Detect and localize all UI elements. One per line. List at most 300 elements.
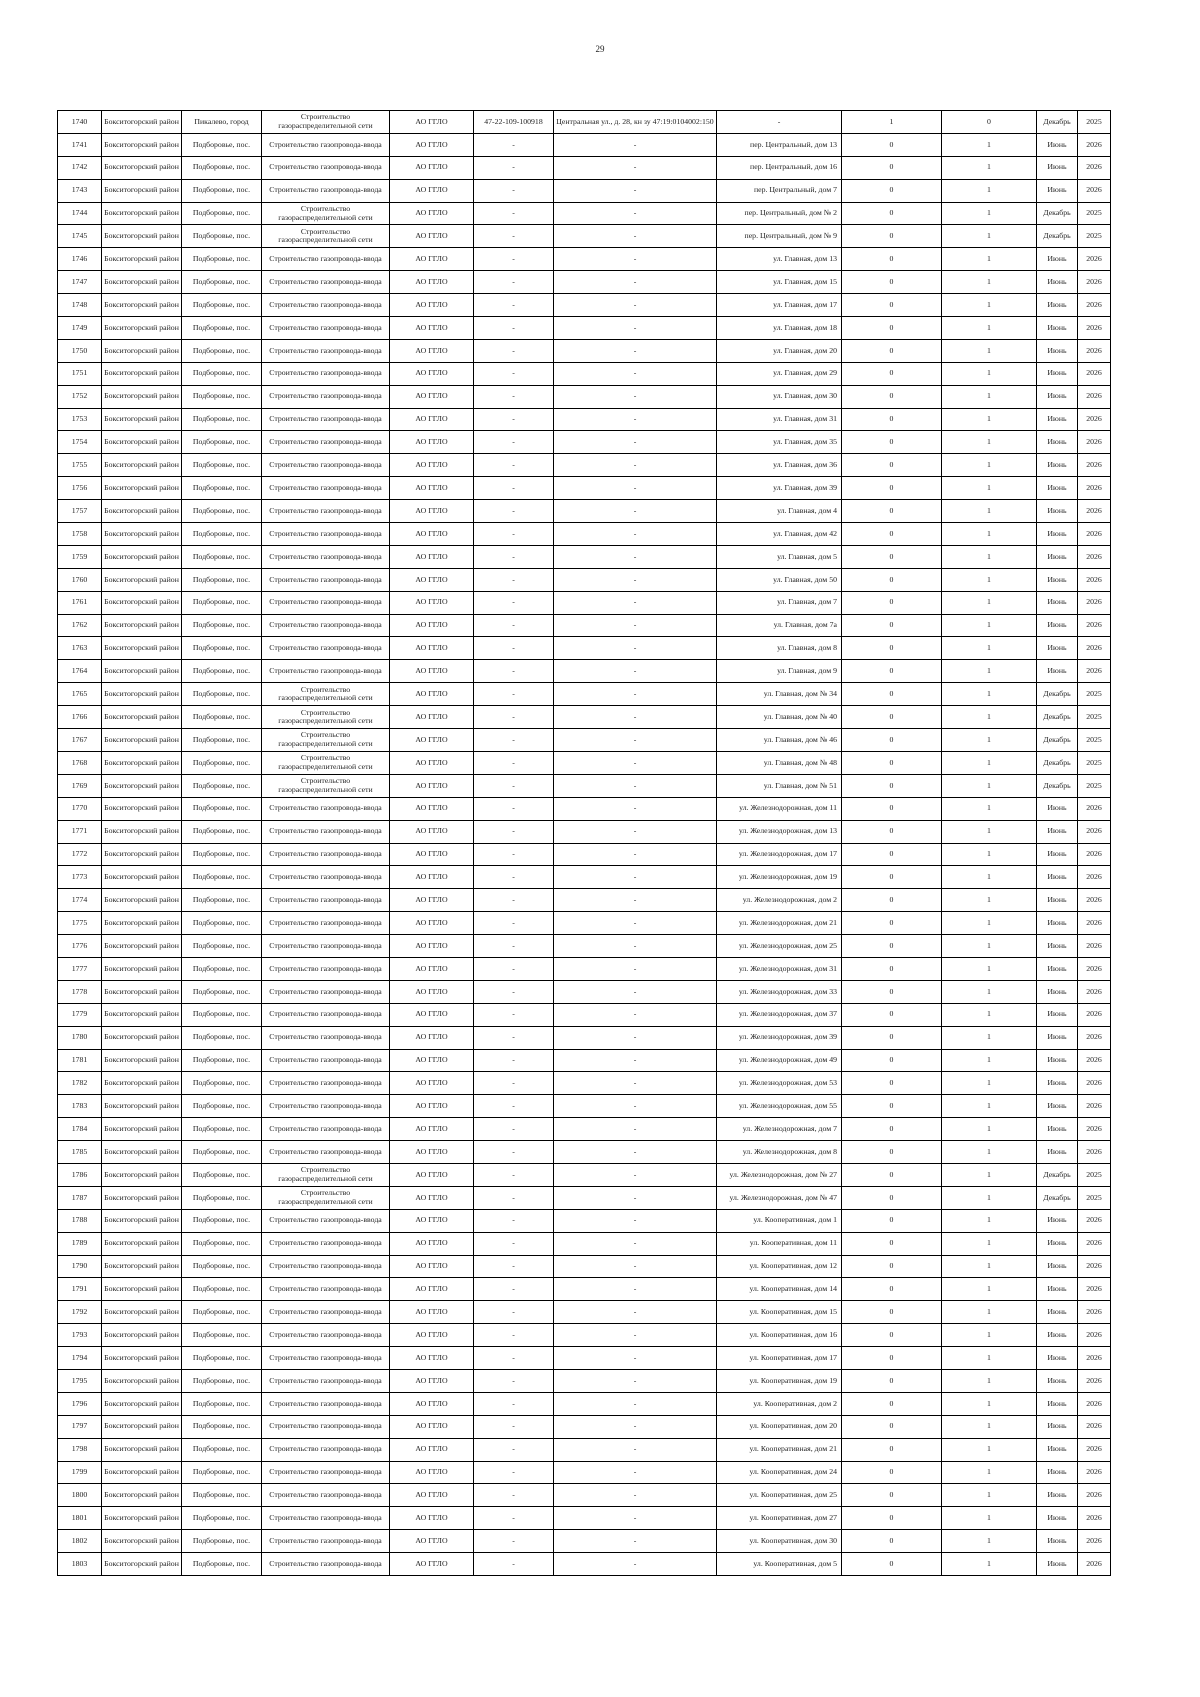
count-b-cell: 1 [942,729,1037,752]
object-cell: - [554,248,717,271]
code-cell: - [474,843,554,866]
count-a-cell: 0 [842,500,942,523]
work-type-cell: Строительство газопровода-ввода [262,1003,390,1026]
row-number: 1781 [58,1049,102,1072]
locality-cell: Подборовье, пос. [182,362,262,385]
year-cell: 2026 [1078,1118,1111,1141]
locality-cell: Подборовье, пос. [182,133,262,156]
organization-cell: АО ГГЛО [390,729,474,752]
table-row [58,385,1111,408]
district-cell: Бокситогорский район [102,179,182,202]
row-number: 1778 [58,980,102,1003]
row-number: 1786 [58,1163,102,1186]
row-number: 1748 [58,294,102,317]
count-a-cell: 0 [842,1369,942,1392]
count-b-cell: 1 [942,1392,1037,1415]
district-cell: Бокситогорский район [102,317,182,340]
count-a-cell: 0 [842,683,942,706]
locality-cell: Подборовье, пос. [182,935,262,958]
count-b-cell: 1 [942,683,1037,706]
organization-cell: АО ГГЛО [390,1095,474,1118]
row-number: 1741 [58,133,102,156]
district-cell: Бокситогорский район [102,1347,182,1370]
object-cell: - [554,957,717,980]
address-cell: ул. Кооперативная, дом 16 [717,1324,842,1347]
organization-cell: АО ГГЛО [390,202,474,225]
object-cell: - [554,774,717,797]
locality-cell: Подборовье, пос. [182,1438,262,1461]
locality-cell: Подборовье, пос. [182,385,262,408]
table-row [58,1072,1111,1095]
table-row [58,1095,1111,1118]
district-cell: Бокситогорский район [102,1438,182,1461]
year-cell: 2026 [1078,454,1111,477]
year-cell: 2026 [1078,1255,1111,1278]
organization-cell: АО ГГЛО [390,683,474,706]
address-cell: ул. Железнодорожная, дом 31 [717,957,842,980]
table-row [58,1186,1111,1209]
address-cell: пер. Центральный, дом № 2 [717,202,842,225]
row-number: 1795 [58,1369,102,1392]
table-row [58,774,1111,797]
year-cell: 2026 [1078,294,1111,317]
count-b-cell: 1 [942,1232,1037,1255]
row-number: 1801 [58,1507,102,1530]
district-cell: Бокситогорский район [102,1186,182,1209]
code-cell: - [474,317,554,340]
row-number: 1752 [58,385,102,408]
count-a-cell: 0 [842,1255,942,1278]
object-cell: Центральная ул., д. 28, кн зу 47:19:0104002:150 [554,111,717,134]
table-row [58,1392,1111,1415]
count-a-cell: 0 [842,362,942,385]
work-type-cell: Строительство газопровода-ввода [262,179,390,202]
month-cell: Июнь [1037,980,1078,1003]
year-cell: 2026 [1078,248,1111,271]
object-cell: - [554,1003,717,1026]
address-cell: ул. Кооперативная, дом 15 [717,1301,842,1324]
year-cell: 2026 [1078,408,1111,431]
district-cell: Бокситогорский район [102,385,182,408]
count-a-cell: 0 [842,1553,942,1576]
year-cell: 2026 [1078,339,1111,362]
row-number: 1770 [58,797,102,820]
count-a-cell: 0 [842,1163,942,1186]
table-row [58,1255,1111,1278]
district-cell: Бокситогорский район [102,225,182,248]
code-cell: - [474,591,554,614]
count-b-cell: 1 [942,1072,1037,1095]
work-type-cell: Строительство газопровода-ввода [262,1118,390,1141]
object-cell: - [554,729,717,752]
organization-cell: АО ГГЛО [390,935,474,958]
month-cell: Декабрь [1037,729,1078,752]
object-cell: - [554,1118,717,1141]
code-cell: - [474,362,554,385]
work-type-cell: Строительство газопровода-ввода [262,500,390,523]
locality-cell: Подборовье, пос. [182,866,262,889]
row-number: 1779 [58,1003,102,1026]
work-type-cell: Строительство газопровода-ввода [262,362,390,385]
address-cell: ул. Главная, дом № 46 [717,729,842,752]
count-a-cell: 0 [842,1392,942,1415]
work-type-cell: Строительство газопровода-ввода [262,889,390,912]
district-cell: Бокситогорский район [102,614,182,637]
month-cell: Июнь [1037,1255,1078,1278]
count-a-cell: 0 [842,660,942,683]
organization-cell: АО ГГЛО [390,660,474,683]
row-number: 1782 [58,1072,102,1095]
object-cell: - [554,1553,717,1576]
object-cell: - [554,1415,717,1438]
month-cell: Июнь [1037,1072,1078,1095]
organization-cell: АО ГГЛО [390,637,474,660]
address-cell: ул. Главная, дом 29 [717,362,842,385]
organization-cell: АО ГГЛО [390,1118,474,1141]
work-type-cell: Строительство газопровода-ввода [262,1461,390,1484]
organization-cell: АО ГГЛО [390,1530,474,1553]
locality-cell: Подборовье, пос. [182,179,262,202]
district-cell: Бокситогорский район [102,156,182,179]
row-number: 1746 [58,248,102,271]
work-type-cell: Строительство газопровода-ввода [262,385,390,408]
count-b-cell: 1 [942,706,1037,729]
locality-cell: Подборовье, пос. [182,568,262,591]
organization-cell: АО ГГЛО [390,1324,474,1347]
object-cell: - [554,866,717,889]
count-b-cell: 1 [942,1141,1037,1164]
organization-cell: АО ГГЛО [390,957,474,980]
code-cell: - [474,1003,554,1026]
code-cell: - [474,751,554,774]
code-cell: - [474,500,554,523]
month-cell: Июнь [1037,1484,1078,1507]
count-a-cell: 0 [842,957,942,980]
locality-cell: Подборовье, пос. [182,1118,262,1141]
object-cell: - [554,912,717,935]
address-cell: ул. Кооперативная, дом 5 [717,1553,842,1576]
table-row [58,912,1111,935]
count-b-cell: 1 [942,1186,1037,1209]
row-number: 1796 [58,1392,102,1415]
object-cell: - [554,1484,717,1507]
count-b-cell: 1 [942,957,1037,980]
organization-cell: АО ГГЛО [390,1072,474,1095]
work-type-cell: Строительство газопровода-ввода [262,843,390,866]
district-cell: Бокситогорский район [102,1324,182,1347]
work-type-cell: Строительство газопровода-ввода [262,477,390,500]
locality-cell: Подборовье, пос. [182,1209,262,1232]
object-cell: - [554,545,717,568]
organization-cell: АО ГГЛО [390,1392,474,1415]
month-cell: Июнь [1037,820,1078,843]
locality-cell: Подборовье, пос. [182,1392,262,1415]
address-cell: ул. Главная, дом 8 [717,637,842,660]
row-number: 1773 [58,866,102,889]
count-b-cell: 1 [942,820,1037,843]
count-b-cell: 0 [942,111,1037,134]
locality-cell: Подборовье, пос. [182,523,262,546]
object-cell: - [554,454,717,477]
code-cell: - [474,1141,554,1164]
table-row [58,797,1111,820]
work-type-cell: Строительство газопровода-ввода [262,1415,390,1438]
year-cell: 2026 [1078,866,1111,889]
year-cell: 2026 [1078,935,1111,958]
count-a-cell: 0 [842,545,942,568]
locality-cell: Подборовье, пос. [182,729,262,752]
code-cell: - [474,294,554,317]
address-cell: ул. Железнодорожная, дом 19 [717,866,842,889]
table-row [58,1209,1111,1232]
year-cell: 2026 [1078,660,1111,683]
page-number: 29 [595,44,605,54]
district-cell: Бокситогорский район [102,248,182,271]
count-a-cell: 0 [842,1415,942,1438]
month-cell: Июнь [1037,568,1078,591]
code-cell: - [474,706,554,729]
district-cell: Бокситогорский район [102,591,182,614]
district-cell: Бокситогорский район [102,1415,182,1438]
work-type-cell: Строительство газораспределительной сети [262,751,390,774]
row-number: 1793 [58,1324,102,1347]
object-cell: - [554,1232,717,1255]
table-row [58,706,1111,729]
district-cell: Бокситогорский район [102,1461,182,1484]
address-cell: ул. Кооперативная, дом 17 [717,1347,842,1370]
count-a-cell: 0 [842,1484,942,1507]
table-row [58,935,1111,958]
organization-cell: АО ГГЛО [390,797,474,820]
locality-cell: Подборовье, пос. [182,225,262,248]
code-cell: - [474,1232,554,1255]
organization-cell: АО ГГЛО [390,1484,474,1507]
address-cell: ул. Железнодорожная, дом № 27 [717,1163,842,1186]
object-cell: - [554,477,717,500]
count-b-cell: 1 [942,1461,1037,1484]
table-row [58,1003,1111,1026]
district-cell: Бокситогорский район [102,957,182,980]
address-cell: ул. Главная, дом 15 [717,271,842,294]
count-b-cell: 1 [942,797,1037,820]
year-cell: 2026 [1078,179,1111,202]
count-b-cell: 1 [942,935,1037,958]
district-cell: Бокситогорский район [102,935,182,958]
year-cell: 2026 [1078,271,1111,294]
address-cell: ул. Железнодорожная, дом 39 [717,1026,842,1049]
locality-cell: Подборовье, пос. [182,614,262,637]
year-cell: 2026 [1078,1324,1111,1347]
count-b-cell: 1 [942,774,1037,797]
count-b-cell: 1 [942,980,1037,1003]
year-cell: 2026 [1078,1369,1111,1392]
work-type-cell: Строительство газопровода-ввода [262,408,390,431]
organization-cell: АО ГГЛО [390,980,474,1003]
organization-cell: АО ГГЛО [390,225,474,248]
count-a-cell: 0 [842,1461,942,1484]
address-cell: ул. Кооперативная, дом 20 [717,1415,842,1438]
table-row [58,591,1111,614]
count-b-cell: 1 [942,500,1037,523]
organization-cell: АО ГГЛО [390,751,474,774]
district-cell: Бокситогорский район [102,1301,182,1324]
object-cell: - [554,1301,717,1324]
year-cell: 2025 [1078,111,1111,134]
count-a-cell: 0 [842,614,942,637]
locality-cell: Подборовье, пос. [182,774,262,797]
month-cell: Июнь [1037,614,1078,637]
object-cell: - [554,294,717,317]
organization-cell: АО ГГЛО [390,1415,474,1438]
organization-cell: АО ГГЛО [390,1232,474,1255]
table-row [58,454,1111,477]
row-number: 1756 [58,477,102,500]
district-cell: Бокситогорский район [102,133,182,156]
count-a-cell: 0 [842,339,942,362]
row-number: 1772 [58,843,102,866]
locality-cell: Подборовье, пос. [182,1255,262,1278]
month-cell: Июнь [1037,637,1078,660]
district-cell: Бокситогорский район [102,362,182,385]
month-cell: Июнь [1037,431,1078,454]
month-cell: Июнь [1037,523,1078,546]
code-cell: - [474,568,554,591]
count-a-cell: 0 [842,568,942,591]
address-cell: ул. Железнодорожная, дом 25 [717,935,842,958]
code-cell: - [474,1507,554,1530]
district-cell: Бокситогорский район [102,706,182,729]
count-a-cell: 0 [842,385,942,408]
address-cell: ул. Главная, дом 50 [717,568,842,591]
count-b-cell: 1 [942,1553,1037,1576]
year-cell: 2026 [1078,1392,1111,1415]
locality-cell: Подборовье, пос. [182,1141,262,1164]
object-cell: - [554,706,717,729]
work-type-cell: Строительство газораспределительной сети [262,729,390,752]
object-cell: - [554,1186,717,1209]
object-cell: - [554,1347,717,1370]
locality-cell: Подборовье, пос. [182,980,262,1003]
locality-cell: Подборовье, пос. [182,1347,262,1370]
district-cell: Бокситогорский район [102,1072,182,1095]
month-cell: Июнь [1037,1415,1078,1438]
count-a-cell: 0 [842,1507,942,1530]
object-cell: - [554,362,717,385]
organization-cell: АО ГГЛО [390,820,474,843]
locality-cell: Подборовье, пос. [182,957,262,980]
work-type-cell: Строительство газораспределительной сети [262,706,390,729]
month-cell: Июнь [1037,1507,1078,1530]
row-number: 1803 [58,1553,102,1576]
count-a-cell: 0 [842,591,942,614]
row-number: 1783 [58,1095,102,1118]
code-cell: - [474,1461,554,1484]
month-cell: Июнь [1037,1278,1078,1301]
work-type-cell: Строительство газопровода-ввода [262,454,390,477]
locality-cell: Подборовье, пос. [182,797,262,820]
locality-cell: Подборовье, пос. [182,1415,262,1438]
count-b-cell: 1 [942,1209,1037,1232]
code-cell: - [474,1049,554,1072]
work-type-cell: Строительство газопровода-ввода [262,1553,390,1576]
year-cell: 2026 [1078,1095,1111,1118]
month-cell: Июнь [1037,912,1078,935]
address-cell: ул. Главная, дом 17 [717,294,842,317]
code-cell: - [474,1392,554,1415]
code-cell: - [474,1530,554,1553]
code-cell: - [474,797,554,820]
work-type-cell: Строительство газораспределительной сети [262,683,390,706]
code-cell: - [474,614,554,637]
address-cell: ул. Кооперативная, дом 25 [717,1484,842,1507]
address-cell: - [717,111,842,134]
object-cell: - [554,1255,717,1278]
address-cell: ул. Кооперативная, дом 1 [717,1209,842,1232]
object-cell: - [554,1392,717,1415]
count-b-cell: 1 [942,1484,1037,1507]
count-a-cell: 0 [842,1209,942,1232]
code-cell: - [474,339,554,362]
count-a-cell: 0 [842,1118,942,1141]
table-row [58,317,1111,340]
count-a-cell: 0 [842,1232,942,1255]
count-a-cell: 0 [842,408,942,431]
code-cell: - [474,1369,554,1392]
table-row [58,248,1111,271]
work-type-cell: Строительство газопровода-ввода [262,1530,390,1553]
address-cell: ул. Железнодорожная, дом 21 [717,912,842,935]
organization-cell: АО ГГЛО [390,545,474,568]
locality-cell: Подборовье, пос. [182,317,262,340]
count-b-cell: 1 [942,591,1037,614]
year-cell: 2026 [1078,591,1111,614]
month-cell: Декабрь [1037,774,1078,797]
row-number: 1751 [58,362,102,385]
address-cell: ул. Железнодорожная, дом 7 [717,1118,842,1141]
month-cell: Июнь [1037,1438,1078,1461]
object-cell: - [554,591,717,614]
organization-cell: АО ГГЛО [390,339,474,362]
count-b-cell: 1 [942,1347,1037,1370]
address-cell: ул. Главная, дом № 48 [717,751,842,774]
table-row [58,1232,1111,1255]
row-number: 1753 [58,408,102,431]
locality-cell: Подборовье, пос. [182,1553,262,1576]
object-cell: - [554,1026,717,1049]
address-cell: ул. Железнодорожная, дом 11 [717,797,842,820]
table-row [58,1461,1111,1484]
month-cell: Июнь [1037,248,1078,271]
count-b-cell: 1 [942,1255,1037,1278]
code-cell: - [474,202,554,225]
code-cell: - [474,866,554,889]
row-number: 1761 [58,591,102,614]
row-number: 1740 [58,111,102,134]
row-number: 1791 [58,1278,102,1301]
count-b-cell: 1 [942,385,1037,408]
address-cell: пер. Центральный, дом № 9 [717,225,842,248]
row-number: 1767 [58,729,102,752]
object-cell: - [554,889,717,912]
count-b-cell: 1 [942,225,1037,248]
locality-cell: Подборовье, пос. [182,271,262,294]
work-type-cell: Строительство газопровода-ввода [262,294,390,317]
address-cell: ул. Главная, дом 31 [717,408,842,431]
month-cell: Июнь [1037,866,1078,889]
work-type-cell: Строительство газопровода-ввода [262,797,390,820]
organization-cell: АО ГГЛО [390,454,474,477]
year-cell: 2025 [1078,774,1111,797]
